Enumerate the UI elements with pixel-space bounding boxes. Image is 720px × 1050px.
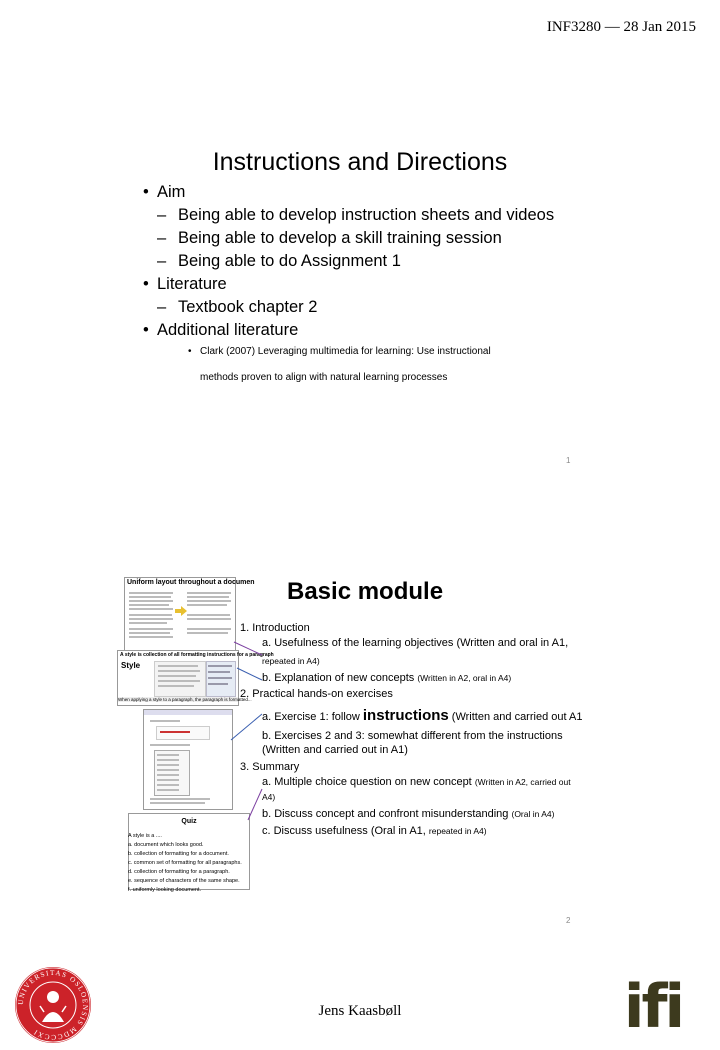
bullet-additional: Additional literature: [157, 321, 299, 339]
thumbnail-caption: A style is collection of all formatting instructions for a paragraph: [120, 652, 274, 658]
ifi-logo-icon: [610, 972, 696, 1042]
quiz-question: A style is a ....: [128, 833, 162, 839]
header: INF3280 — 28 Jan 2015: [546, 19, 696, 35]
slide1-title: Instructions and Directions: [212, 148, 508, 176]
intro-b-note: (Written in A2, oral in A4): [417, 673, 512, 683]
thumbnail-style-label: Style: [121, 661, 141, 670]
dash: –: [157, 206, 167, 224]
basic-module-summary-b: [262, 807, 554, 821]
bullet-additional-1: Clark (2007) Leveraging multimedia for learning: Use instructional: [200, 346, 491, 357]
ifi-logo-text: ifi: [623, 972, 683, 1042]
bullet-additional-2: methods proven to align with natural learning processes: [200, 372, 448, 383]
basic-module-summary-c: [262, 824, 487, 838]
basic-module-intro-b: [262, 671, 511, 685]
dash: –: [157, 252, 167, 270]
slide2-title: Basic module: [287, 578, 444, 605]
thumbnail-footer: When applying a style to a paragraph, the paragraph is formatted...: [118, 697, 252, 702]
quiz-option: d. collection of formatting for a paragraph.: [128, 869, 230, 875]
bullet-literature-1: Textbook chapter 2: [178, 298, 318, 316]
summary-c-text: c. Discuss usefulness (Oral in A1,: [262, 825, 426, 837]
dash: –: [157, 298, 167, 316]
summary-a-note: (Written in A2, carried out: [474, 777, 571, 787]
thumbnail-title: Uniform layout throughout a documen: [127, 579, 255, 586]
bullet-dot: •: [143, 275, 149, 293]
bullet-aim: Aim: [157, 183, 186, 201]
practical-a-bold: instructions: [362, 707, 449, 724]
basic-module-practical-a: [262, 709, 582, 724]
summary-a-text: a. Multiple choice question on new concept: [262, 776, 472, 788]
seal-text: UNIVERSITAS OSLOENSIS MDCCCXI: [16, 968, 90, 1042]
bullet-dot: •: [143, 183, 149, 201]
summary-b-note: (Oral in A4): [511, 809, 555, 819]
quiz-title: Quiz: [181, 818, 197, 825]
summary-c-note: repeated in A4): [428, 826, 487, 836]
practical-a-post: (Written and carried out A1: [451, 711, 583, 723]
basic-module-summary: 3. Summary: [240, 761, 300, 773]
quiz-option: c. common set of formatting for all paragraphs.: [128, 860, 242, 866]
practical-a-pre: a. Exercise 1: follow: [262, 711, 360, 723]
basic-module-intro-a-note: repeated in A4): [262, 656, 320, 666]
basic-module-intro-a: a. Usefulness of the learning objectives (Written and oral in A1,: [262, 637, 569, 649]
quiz-option: a. document which looks good.: [128, 842, 204, 848]
dash: –: [157, 229, 167, 247]
basic-module-practical-b: b. Exercises 2 and 3: somewhat different from the instructions: [262, 730, 563, 742]
basic-module-practical: 2. Practical hands-on exercises: [240, 688, 393, 700]
summary-b-text: b. Discuss concept and confront misunderstanding: [262, 808, 509, 820]
basic-module-practical-b2: (Written and carried out in A1): [262, 744, 408, 756]
bullet-aim-1: Being able to develop instruction sheets and videos: [178, 206, 555, 224]
basic-module-summary-a: [262, 775, 571, 789]
page-number: 1: [566, 456, 571, 465]
bullet-aim-3: Being able to do Assignment 1: [178, 252, 401, 270]
quiz-option: e. sequence of characters of the same shape.: [128, 878, 240, 884]
bullet-literature: Literature: [157, 275, 227, 293]
page-number: 2: [566, 916, 571, 925]
bullet-dot-small: •: [188, 346, 192, 357]
footer-author: Jens Kaasbøll: [318, 1003, 402, 1019]
quiz-option: f. uniformly looking document.: [128, 887, 202, 893]
quiz-option: b. collection of formatting for a document.: [128, 851, 229, 857]
basic-module-summary-a-note2: A4): [262, 792, 276, 802]
intro-b-text: b. Explanation of new concepts: [262, 672, 415, 684]
bullet-dot: •: [143, 321, 149, 339]
bullet-aim-2: Being able to develop a skill training session: [178, 229, 502, 247]
basic-module-intro: 1. Introduction: [240, 622, 310, 634]
